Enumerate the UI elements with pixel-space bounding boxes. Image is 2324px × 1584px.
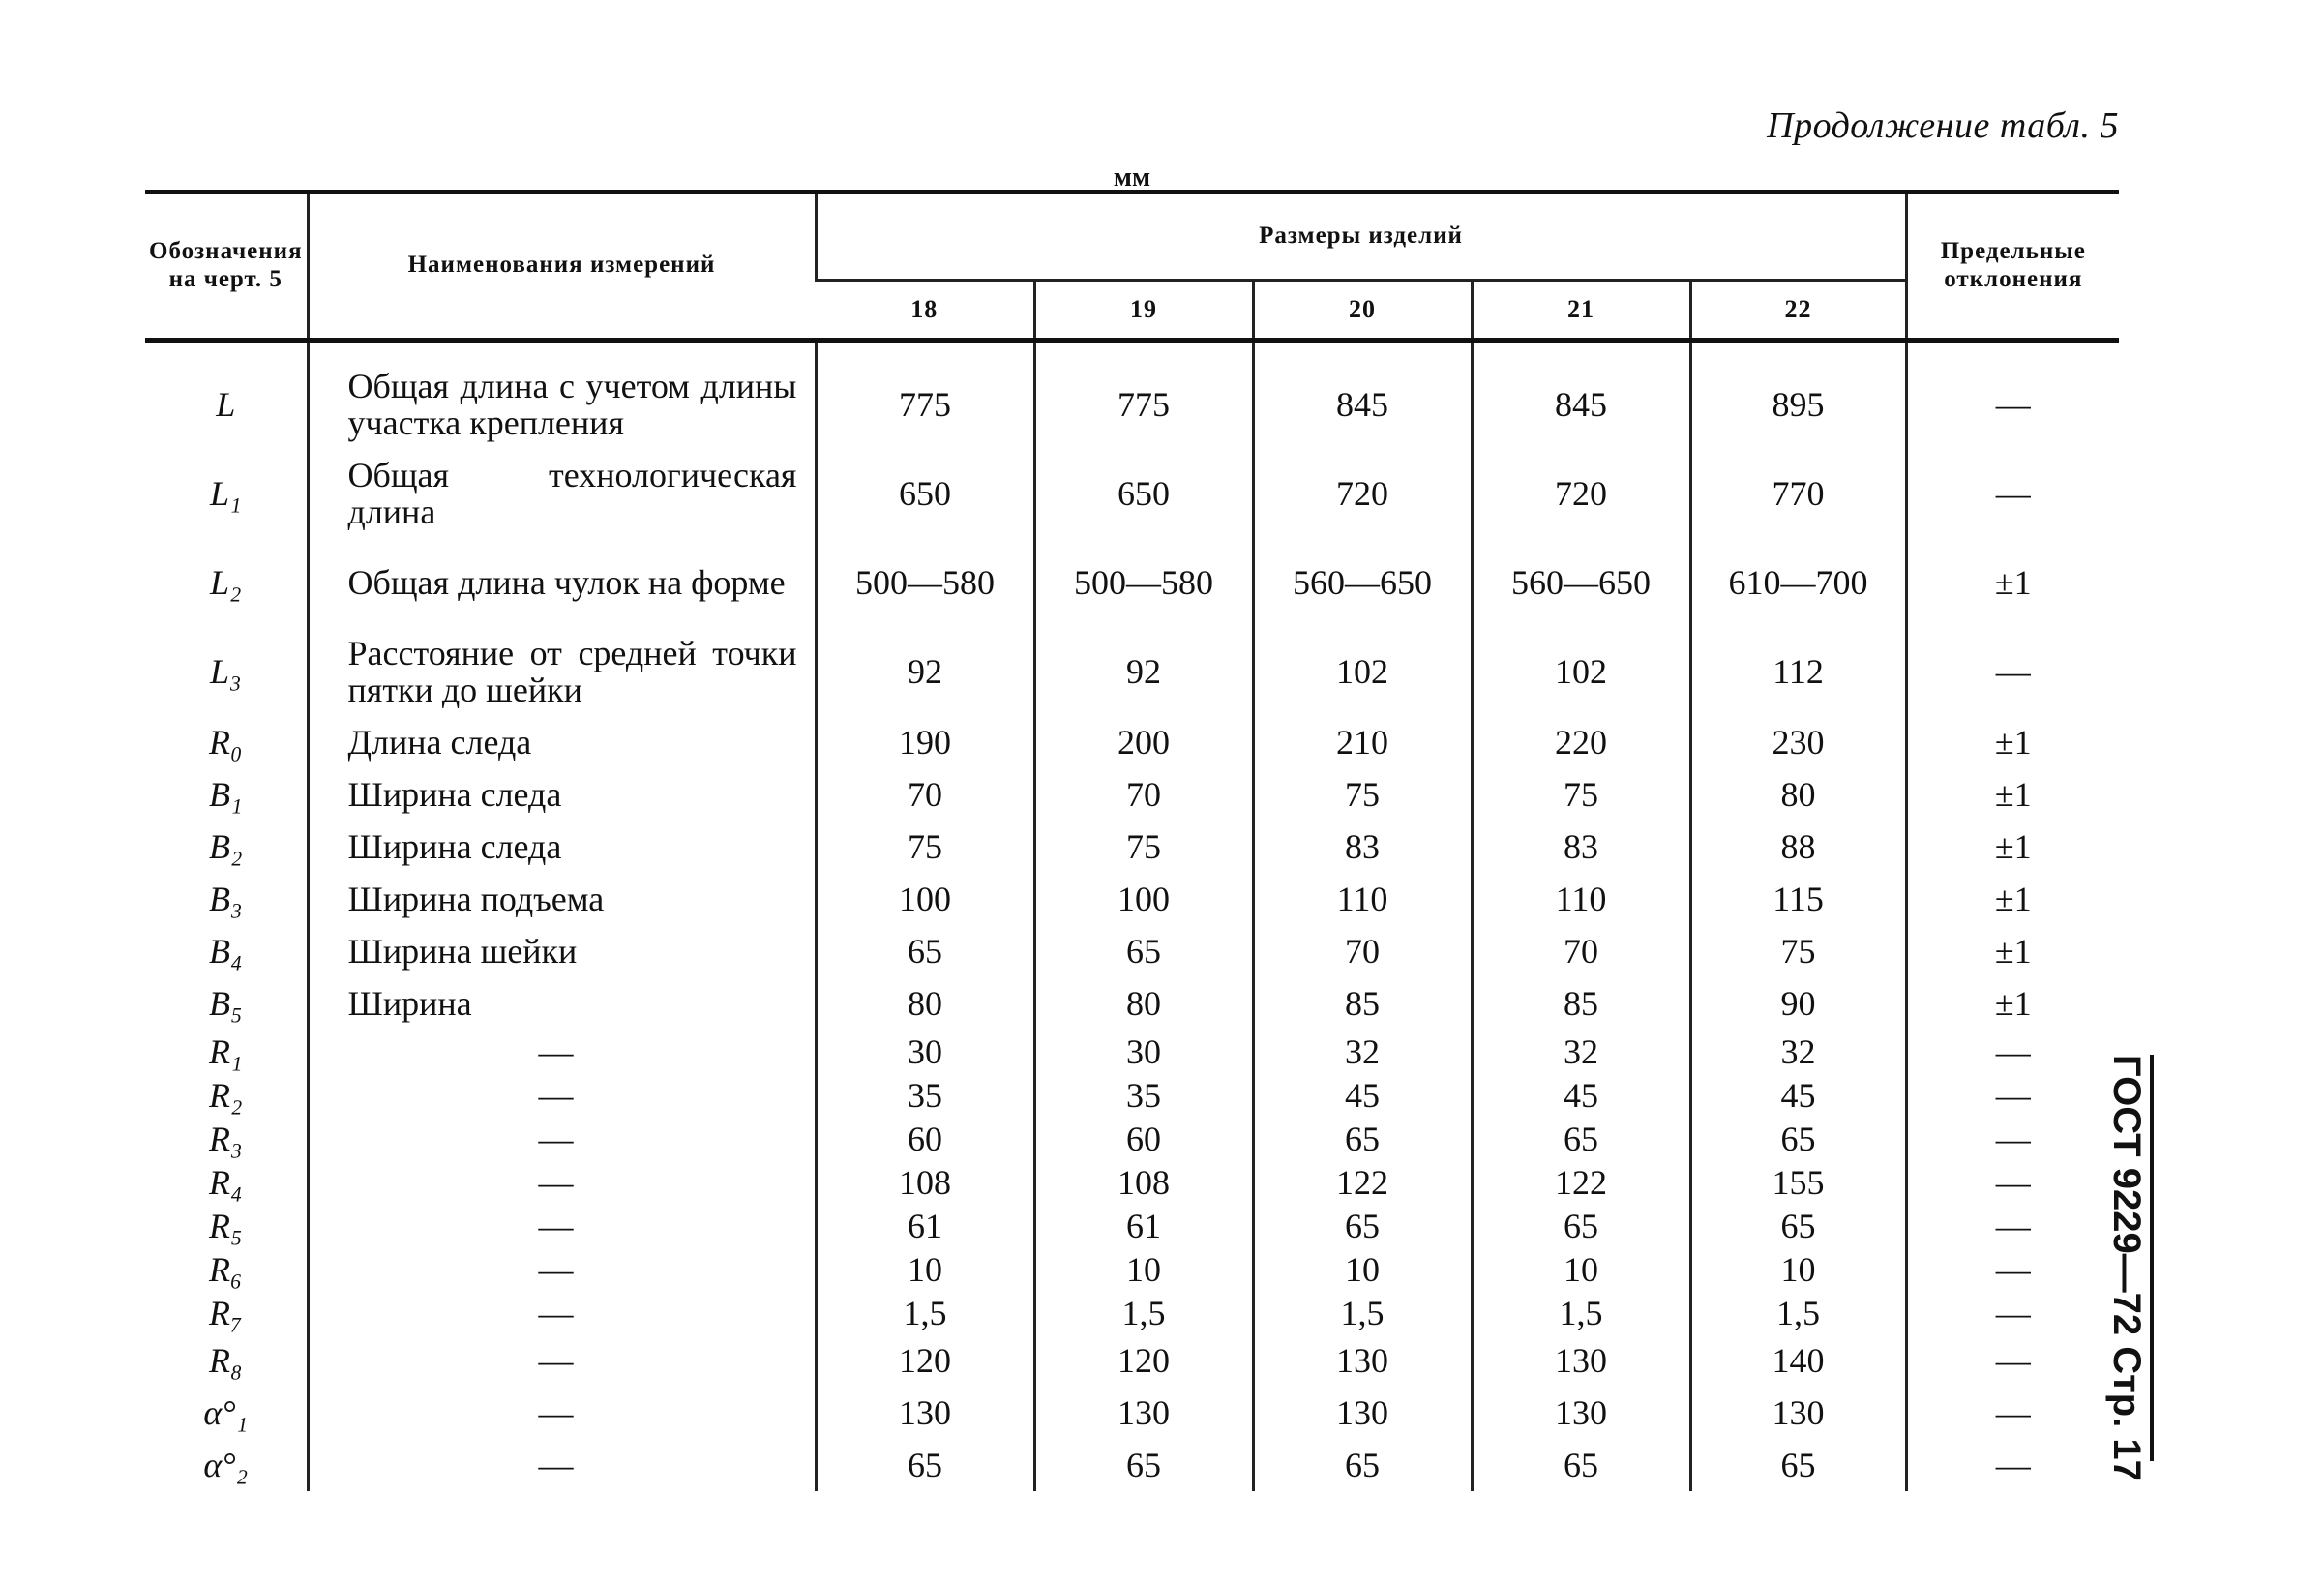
table-row <box>145 341 2119 450</box>
row-value: 100 <box>816 873 1034 925</box>
row-value: 1,5 <box>816 1291 1034 1334</box>
row-value: 500—580 <box>816 538 1034 627</box>
row-tolerance: — <box>1906 627 2119 716</box>
row-value: 45 <box>1690 1073 1906 1117</box>
row-value: 1,5 <box>1472 1291 1690 1334</box>
row-value: 130 <box>1253 1387 1472 1439</box>
row-designation: L <box>216 385 236 424</box>
row-designation: R₂ <box>208 1075 243 1115</box>
row-value: 65 <box>816 925 1034 977</box>
row-value: 130 <box>1472 1387 1690 1439</box>
row-value: 83 <box>1253 821 1472 873</box>
row-value: 140 <box>1690 1334 1906 1387</box>
row-value: 65 <box>1690 1204 1906 1247</box>
row-value: 32 <box>1472 1030 1690 1073</box>
row-value: 110 <box>1472 873 1690 925</box>
row-value: 220 <box>1472 716 1690 768</box>
row-value: 75 <box>1034 821 1253 873</box>
row-value: 120 <box>1034 1334 1253 1387</box>
row-designation: L₁ <box>209 474 242 513</box>
row-name: — <box>308 1387 816 1439</box>
row-value: 70 <box>1472 925 1690 977</box>
row-name: Длина следа <box>308 716 816 768</box>
row-value: 155 <box>1690 1160 1906 1204</box>
row-value: 70 <box>816 768 1034 821</box>
row-name: Ширина <box>308 977 816 1030</box>
row-value: 60 <box>1034 1117 1253 1160</box>
row-name: — <box>308 1117 816 1160</box>
table-row <box>145 627 2119 716</box>
row-name: Ширина следа <box>308 768 816 821</box>
row-value: 65 <box>816 1439 1034 1491</box>
row-value: 88 <box>1690 821 1906 873</box>
row-designation: α°₁ <box>203 1393 249 1432</box>
row-value: 122 <box>1253 1160 1472 1204</box>
row-value: 102 <box>1253 627 1472 716</box>
row-value: 720 <box>1472 449 1690 538</box>
row-value: 130 <box>1034 1387 1253 1439</box>
row-name: — <box>308 1030 816 1073</box>
table-row <box>145 768 2119 821</box>
row-value: 115 <box>1690 873 1906 925</box>
row-value: 65 <box>1253 1204 1472 1247</box>
row-value: 775 <box>816 341 1034 450</box>
row-value: 80 <box>816 977 1034 1030</box>
row-tolerance: — <box>1906 341 2119 450</box>
row-value: 32 <box>1690 1030 1906 1073</box>
row-value: 65 <box>1253 1117 1472 1160</box>
row-value: 65 <box>1253 1439 1472 1491</box>
row-value: 10 <box>816 1247 1034 1291</box>
row-value: 65 <box>1472 1117 1690 1160</box>
row-designation: R₃ <box>208 1119 243 1158</box>
row-value: 100 <box>1034 873 1253 925</box>
row-tolerance: — <box>1906 449 2119 538</box>
row-value: 1,5 <box>1253 1291 1472 1334</box>
row-value: 200 <box>1034 716 1253 768</box>
header-tolerance: Предельные отклонения <box>1906 192 2119 341</box>
row-value: 775 <box>1034 341 1253 450</box>
row-value: 30 <box>816 1030 1034 1073</box>
row-value: 80 <box>1034 977 1253 1030</box>
table-row <box>145 1073 2119 1117</box>
row-tolerance: — <box>1906 1291 2119 1334</box>
row-name: — <box>308 1160 816 1204</box>
row-value: 560—650 <box>1472 538 1690 627</box>
header-size-22: 22 <box>1690 281 1906 341</box>
row-value: 70 <box>1253 925 1472 977</box>
row-value: 10 <box>1472 1247 1690 1291</box>
row-value: 65 <box>1034 1439 1253 1491</box>
row-value: 560—650 <box>1253 538 1472 627</box>
row-value: 112 <box>1690 627 1906 716</box>
row-designation: B₄ <box>208 932 243 971</box>
row-value: 102 <box>1472 627 1690 716</box>
row-designation: R₅ <box>208 1206 243 1245</box>
row-value: 895 <box>1690 341 1906 450</box>
row-value: 65 <box>1472 1204 1690 1247</box>
row-value: 210 <box>1253 716 1472 768</box>
row-value: 32 <box>1253 1030 1472 1073</box>
row-value: 92 <box>816 627 1034 716</box>
row-tolerance: — <box>1906 1117 2119 1160</box>
table-row <box>145 1030 2119 1073</box>
row-value: 1,5 <box>1034 1291 1253 1334</box>
row-value: 108 <box>816 1160 1034 1204</box>
row-value: 60 <box>816 1117 1034 1160</box>
row-tolerance: — <box>1906 1247 2119 1291</box>
table-row <box>145 873 2119 925</box>
row-value: 500—580 <box>1034 538 1253 627</box>
row-tolerance: — <box>1906 1160 2119 1204</box>
header-designation: Обозначения на черт. 5 <box>145 192 308 341</box>
row-designation: L₂ <box>209 563 242 602</box>
table-row <box>145 1204 2119 1247</box>
row-tolerance: ±1 <box>1906 768 2119 821</box>
header-size-20: 20 <box>1253 281 1472 341</box>
header-sizes-group: Размеры изделий <box>816 192 1906 281</box>
units-label: мм <box>1113 163 1151 193</box>
table-row <box>145 716 2119 768</box>
row-value: 45 <box>1472 1073 1690 1117</box>
row-value: 108 <box>1034 1160 1253 1204</box>
row-value: 770 <box>1690 449 1906 538</box>
row-designation: R₁ <box>208 1031 243 1071</box>
row-value: 35 <box>816 1073 1034 1117</box>
row-designation: α°₂ <box>203 1446 249 1484</box>
row-value: 75 <box>1472 768 1690 821</box>
row-name: Ширина шейки <box>308 925 816 977</box>
header-size-21: 21 <box>1472 281 1690 341</box>
dimensions-table <box>145 190 2119 1491</box>
row-designation: B₁ <box>208 775 243 814</box>
row-tolerance: ±1 <box>1906 925 2119 977</box>
row-value: 10 <box>1253 1247 1472 1291</box>
row-value: 610—700 <box>1690 538 1906 627</box>
row-designation: R₈ <box>208 1341 243 1380</box>
row-value: 110 <box>1253 873 1472 925</box>
row-tolerance: — <box>1906 1073 2119 1117</box>
row-tolerance: — <box>1906 1439 2119 1491</box>
row-value: 65 <box>1690 1439 1906 1491</box>
table-row <box>145 1439 2119 1491</box>
table-row <box>145 538 2119 627</box>
row-name: Общая длина с учетом длины участка крепления <box>308 341 816 450</box>
row-designation: B₂ <box>208 827 243 866</box>
row-name: — <box>308 1439 816 1491</box>
row-value: 650 <box>1034 449 1253 538</box>
row-value: 120 <box>816 1334 1034 1387</box>
row-name: Расстояние от средней точки пятки до шейки <box>308 627 816 716</box>
row-tolerance: ±1 <box>1906 821 2119 873</box>
row-value: 61 <box>1034 1204 1253 1247</box>
row-value: 70 <box>1034 768 1253 821</box>
row-tolerance: — <box>1906 1334 2119 1387</box>
row-name: — <box>308 1291 816 1334</box>
row-value: 130 <box>1253 1334 1472 1387</box>
row-designation: R₀ <box>208 723 243 762</box>
row-value: 85 <box>1472 977 1690 1030</box>
row-designation: L₃ <box>209 652 242 691</box>
row-tolerance: ±1 <box>1906 716 2119 768</box>
row-value: 45 <box>1253 1073 1472 1117</box>
row-value: 75 <box>816 821 1034 873</box>
row-designation: B₅ <box>208 984 243 1023</box>
row-value: 650 <box>816 449 1034 538</box>
table-row <box>145 449 2119 538</box>
row-tolerance: — <box>1906 1030 2119 1073</box>
table-row <box>145 925 2119 977</box>
row-tolerance: ±1 <box>1906 977 2119 1030</box>
row-value: 122 <box>1472 1160 1690 1204</box>
row-value: 30 <box>1034 1030 1253 1073</box>
row-value: 75 <box>1253 768 1472 821</box>
row-value: 130 <box>1690 1387 1906 1439</box>
row-value: 10 <box>1034 1247 1253 1291</box>
row-value: 35 <box>1034 1073 1253 1117</box>
row-designation: R₄ <box>208 1162 243 1202</box>
header-size-18: 18 <box>816 281 1034 341</box>
row-designation: B₃ <box>208 880 243 918</box>
row-value: 190 <box>816 716 1034 768</box>
table-row <box>145 821 2119 873</box>
row-name: Общая длина чулок на форме <box>308 538 816 627</box>
row-value: 720 <box>1253 449 1472 538</box>
table-row <box>145 1247 2119 1291</box>
row-designation: R₇ <box>208 1293 243 1332</box>
row-name: — <box>308 1334 816 1387</box>
row-tolerance: ±1 <box>1906 538 2119 627</box>
row-value: 80 <box>1690 768 1906 821</box>
table-row <box>145 1387 2119 1439</box>
continuation-title: Продолжение табл. 5 <box>1767 105 2119 146</box>
row-value: 92 <box>1034 627 1253 716</box>
row-value: 130 <box>816 1387 1034 1439</box>
row-value: 90 <box>1690 977 1906 1030</box>
row-name: — <box>308 1247 816 1291</box>
header-measurement-name: Наименования измерений <box>308 192 816 341</box>
header-size-19: 19 <box>1034 281 1253 341</box>
table-row <box>145 1117 2119 1160</box>
row-value: 130 <box>1472 1334 1690 1387</box>
table-row <box>145 1160 2119 1204</box>
row-value: 75 <box>1690 925 1906 977</box>
row-value: 845 <box>1253 341 1472 450</box>
table-row <box>145 1291 2119 1334</box>
row-value: 65 <box>1034 925 1253 977</box>
row-value: 845 <box>1472 341 1690 450</box>
row-value: 65 <box>1472 1439 1690 1491</box>
row-value: 85 <box>1253 977 1472 1030</box>
row-name: — <box>308 1073 816 1117</box>
side-caption: ГОСТ 9229—72 Стр. 17 <box>2105 1055 2148 1481</box>
row-value: 61 <box>816 1204 1034 1247</box>
row-tolerance: ±1 <box>1906 873 2119 925</box>
row-value: 65 <box>1690 1117 1906 1160</box>
row-name: Ширина следа <box>308 821 816 873</box>
row-value: 83 <box>1472 821 1690 873</box>
row-value: 10 <box>1690 1247 1906 1291</box>
row-name: Общая технологическая длина <box>308 449 816 538</box>
row-name: Ширина подъема <box>308 873 816 925</box>
row-value: 230 <box>1690 716 1906 768</box>
row-name: — <box>308 1204 816 1247</box>
row-tolerance: — <box>1906 1387 2119 1439</box>
table-row <box>145 977 2119 1030</box>
row-tolerance: — <box>1906 1204 2119 1247</box>
table-row <box>145 1334 2119 1387</box>
row-value: 1,5 <box>1690 1291 1906 1334</box>
row-designation: R₆ <box>208 1249 243 1289</box>
